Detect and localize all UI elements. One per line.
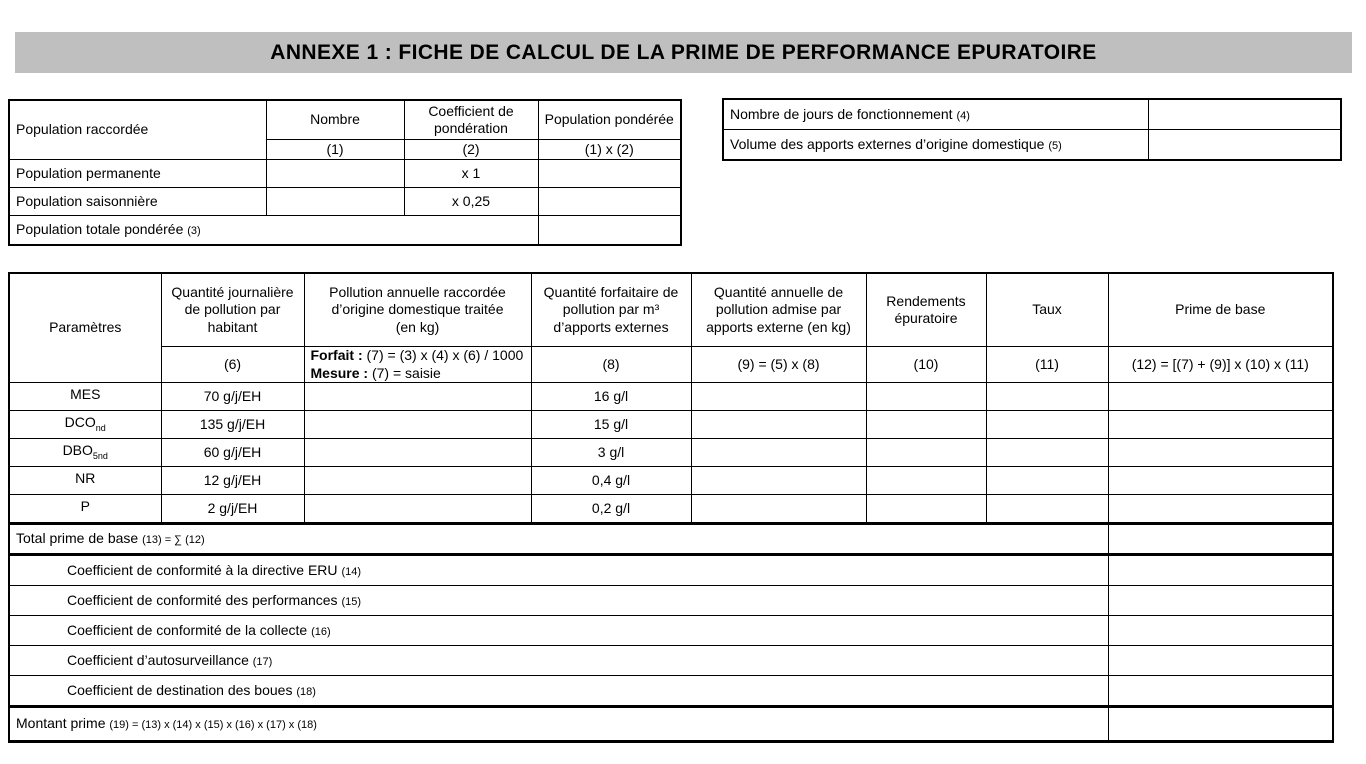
forfait-label: Forfait : [310, 347, 363, 363]
param-label-nr [9, 467, 161, 495]
pollution-mes-cell [304, 383, 531, 411]
total-prime-label-cell [9, 524, 1108, 555]
taux-ref: (11) [986, 347, 1108, 383]
qty-nr: 12 g/j/EH [161, 467, 304, 495]
population-permanente-ponderee-cell [538, 160, 681, 188]
prime-dco-cell [1108, 411, 1333, 439]
coefficient-autosurveillance-row [9, 646, 1333, 676]
param-sub: 5nd [92, 451, 108, 462]
coefficient-eru-label: Coefficient de conformité à la directive ERU [67, 561, 338, 578]
admise-mes-cell [691, 383, 866, 411]
volume-apports-label-cell [723, 130, 1148, 161]
pollution-dbo-cell [304, 439, 531, 467]
rendements-header: Rendements épuratoire [866, 273, 986, 347]
pollution-annuelle-formula-cell [304, 347, 531, 383]
population-saisonniere-coefficient: x 0,25 [404, 188, 538, 216]
coefficient-boues-label-cell [9, 676, 1108, 707]
coefficient-ref: (2) [404, 140, 538, 160]
taux-dbo-cell [986, 439, 1108, 467]
jours-fonctionnement-label: Nombre de jours de fonctionnement [730, 105, 953, 122]
quantite-journaliere-ref: (6) [161, 347, 304, 383]
quantite-journaliere-header: Quantité journalière de pollution par habitant [161, 273, 304, 347]
quantite-admise-header: Quantité annuelle de pollution admise par apports externe (en kg) [691, 273, 866, 347]
param-name: P [80, 498, 90, 515]
forfait-mes: 16 g/l [531, 383, 691, 411]
parametres-header: Paramètres [9, 273, 161, 383]
forfait-nr: 0,4 g/l [531, 467, 691, 495]
param-name: DCO [64, 414, 96, 431]
forfait-dbo: 3 g/l [531, 439, 691, 467]
total-prime-value-cell [1108, 524, 1333, 555]
rendement-dco-cell [866, 411, 986, 439]
jours-fonctionnement-row [723, 99, 1341, 130]
taux-dco-cell [986, 411, 1108, 439]
coefficient-collecte-label: Coefficient de conformité de la collecte [67, 621, 308, 638]
population-permanente-row [9, 160, 681, 188]
param-name: MES [70, 386, 101, 403]
prime-nr-cell [1108, 467, 1333, 495]
population-saisonniere-ponderee-cell [538, 188, 681, 216]
coefficient-boues-value-cell [1108, 676, 1333, 707]
page-title: ANNEXE 1 : FICHE DE CALCUL DE LA PRIME DE PERFORMANCE EPURATOIRE [270, 40, 1097, 64]
pollution-annuelle-header [304, 273, 531, 347]
population-totale-ref: (3) [187, 225, 201, 238]
param-label-dco [9, 411, 161, 439]
param-row-dbo [9, 439, 1333, 467]
param-sub: nd [95, 423, 106, 434]
mesure-label: Mesure : [310, 364, 369, 381]
pollution-dco-cell [304, 411, 531, 439]
pollution-annuelle-header-line2: (en kg) [395, 318, 440, 335]
coefficient-autosurveillance-ref: (17) [252, 655, 273, 668]
volume-apports-label: Volume des apports externes d’origine domestique [730, 135, 1045, 152]
rendement-nr-cell [866, 467, 986, 495]
coefficient-performances-value-cell [1108, 586, 1333, 616]
population-totale-row [9, 216, 681, 246]
coefficient-collecte-label-cell [9, 616, 1108, 646]
forfait-formula-line [311, 347, 525, 365]
forfait-formula: (7) = (3) x (4) x (6) / 1000 [366, 347, 524, 363]
population-raccordee-header: Population raccordée [9, 100, 266, 160]
coefficient-eru-label-cell [9, 555, 1108, 586]
coefficient-performances-ref: (15) [341, 595, 361, 608]
prime-p-cell [1108, 495, 1333, 524]
coefficient-boues-ref: (18) [296, 685, 316, 698]
population-saisonniere-label: Population saisonnière [9, 188, 266, 216]
montant-prime-label: Montant prime [16, 715, 106, 732]
param-label-mes [9, 383, 161, 411]
qty-mes: 70 g/j/EH [161, 383, 304, 411]
rendement-p-cell [866, 495, 986, 524]
total-prime-label: Total prime de base [16, 530, 139, 547]
jours-fonctionnement-ref: (4) [956, 109, 970, 122]
forfait-dco: 15 g/l [531, 411, 691, 439]
admise-dco-cell [691, 411, 866, 439]
coefficient-autosurveillance-label-cell [9, 646, 1108, 676]
prime-de-base-header: Prime de base [1108, 273, 1333, 347]
quantite-forfaitaire-ref: (8) [531, 347, 691, 383]
coefficient-performances-label: Coefficient de conformité des performances [67, 591, 338, 608]
param-name: NR [75, 470, 96, 487]
jours-fonctionnement-value-cell [1148, 99, 1341, 130]
pollution-p-cell [304, 495, 531, 524]
taux-nr-cell [986, 467, 1108, 495]
population-table [8, 99, 682, 246]
coefficient-collecte-value-cell [1108, 616, 1333, 646]
population-permanente-label: Population permanente [9, 160, 266, 188]
pollution-annuelle-header-line1: Pollution annuelle raccordée d’origine domestique traitée [329, 283, 506, 318]
rendement-mes-cell [866, 383, 986, 411]
title-banner [15, 32, 1352, 73]
prime-de-base-formula: (12) = [(7) + (9)] x (10) x (11) [1108, 347, 1333, 383]
coefficient-boues-row [9, 676, 1333, 707]
coefficient-performances-row [9, 586, 1333, 616]
nombre-header: Nombre [266, 100, 404, 140]
param-row-dco [9, 411, 1333, 439]
total-prime-row [9, 524, 1333, 555]
param-row-p [9, 495, 1333, 524]
info-table [722, 98, 1342, 161]
admise-p-cell [691, 495, 866, 524]
montant-prime-label-cell [9, 707, 1108, 742]
param-name: DBO [62, 442, 93, 459]
coefficient-eru-ref: (14) [341, 565, 361, 578]
taux-p-cell [986, 495, 1108, 524]
rendement-dbo-cell [866, 439, 986, 467]
montant-prime-row [9, 707, 1333, 742]
montant-prime-formula: (19) = (13) x (14) x (15) x (16) x (17) x (18) [109, 719, 317, 732]
taux-header: Taux [986, 273, 1108, 347]
population-permanente-nombre-cell [266, 160, 404, 188]
quantite-forfaitaire-header: Quantité forfaitaire de pollution par m³ d’apports externes [531, 273, 691, 347]
prime-calculation-table [8, 272, 1334, 743]
pollution-nr-cell [304, 467, 531, 495]
montant-prime-value-cell [1108, 707, 1333, 742]
population-permanente-coefficient: x 1 [404, 160, 538, 188]
coefficient-eru-value-cell [1108, 555, 1333, 586]
admise-nr-cell [691, 467, 866, 495]
volume-apports-ref: (5) [1048, 139, 1062, 152]
mesure-formula: (7) = saisie [371, 364, 441, 381]
prime-dbo-cell [1108, 439, 1333, 467]
coefficient-collecte-row [9, 616, 1333, 646]
population-totale-value-cell [538, 216, 681, 246]
param-row-mes [9, 383, 1333, 411]
total-prime-formula: (13) = ∑ (12) [142, 534, 205, 547]
population-totale-label-cell [9, 216, 538, 246]
param-row-nr [9, 467, 1333, 495]
mesure-formula-line [311, 365, 525, 383]
rendements-ref: (10) [866, 347, 986, 383]
qty-dco: 135 g/j/EH [161, 411, 304, 439]
admise-dbo-cell [691, 439, 866, 467]
coefficient-performances-label-cell [9, 586, 1108, 616]
taux-mes-cell [986, 383, 1108, 411]
population-saisonniere-nombre-cell [266, 188, 404, 216]
jours-fonctionnement-label-cell [723, 99, 1148, 130]
prime-mes-cell [1108, 383, 1333, 411]
coefficient-eru-row [9, 555, 1333, 586]
param-label-dbo [9, 439, 161, 467]
qty-dbo: 60 g/j/EH [161, 439, 304, 467]
nombre-ref: (1) [266, 140, 404, 160]
qty-p: 2 g/j/EH [161, 495, 304, 524]
coefficient-autosurveillance-label: Coefficient d’autosurveillance [67, 651, 249, 668]
population-saisonniere-row [9, 188, 681, 216]
population-ponderee-ref: (1) x (2) [538, 140, 681, 160]
volume-apports-value-cell [1148, 130, 1341, 161]
forfait-p: 0,2 g/l [531, 495, 691, 524]
coefficient-ponderation-header: Coefficient de pondération [404, 100, 538, 140]
coefficient-boues-label: Coefficient de destination des boues [67, 681, 293, 698]
volume-apports-row [723, 130, 1341, 161]
population-ponderee-header: Population pondérée [538, 100, 681, 140]
coefficient-autosurveillance-value-cell [1108, 646, 1333, 676]
quantite-admise-formula: (9) = (5) x (8) [691, 347, 866, 383]
coefficient-collecte-ref: (16) [311, 625, 331, 638]
param-label-p [9, 495, 161, 524]
population-totale-label: Population totale pondérée [16, 221, 184, 238]
